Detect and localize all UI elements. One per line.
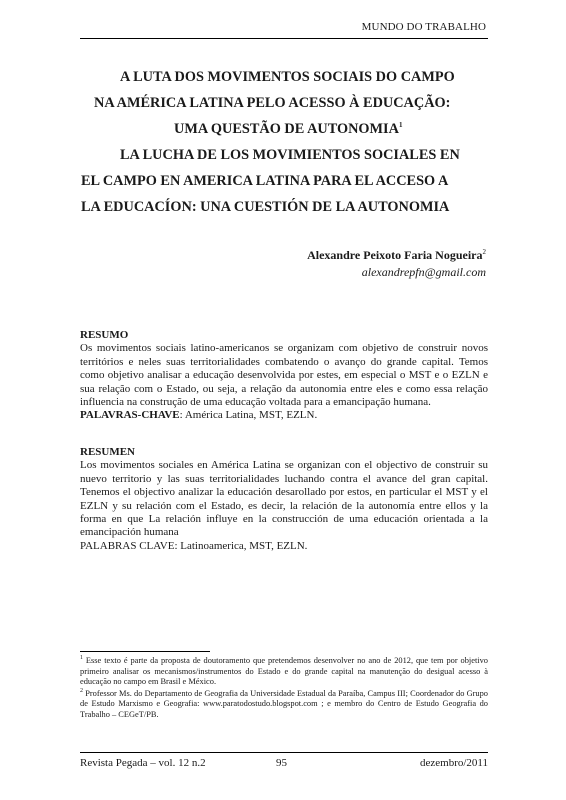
- title-line-2: NA AMÉRICA LATINA PELO ACESSO À EDUCAÇÃO:: [94, 95, 451, 111]
- footer-journal: Revista Pegada – vol. 12 n.2: [80, 757, 206, 769]
- resumo-keywords: [80, 409, 488, 422]
- article-title: [78, 64, 490, 220]
- resumo-heading: RESUMO: [80, 329, 129, 341]
- author-name: Alexandre Peixoto Faria Nogueira: [307, 248, 483, 262]
- author-footnote-ref: 2: [482, 248, 486, 256]
- title-line-3: [78, 116, 490, 142]
- footer-divider: [80, 752, 488, 753]
- title-line-5: EL CAMPO EN AMERICA LATINA PARA EL ACCESO A: [81, 173, 449, 189]
- page-footer: [80, 757, 488, 771]
- author-name-line: [307, 247, 486, 264]
- running-header: MUNDO DO TRABALHO: [361, 21, 486, 33]
- title-line-6: LA EDUCACÍON: UNA CUESTIÓN DE LA AUTONOMIA: [81, 199, 450, 215]
- resumo-keywords-label: PALAVRAS-CHAVE: [80, 409, 180, 422]
- footnote-2-text: Professor Ms. do Departamento de Geografia da Universidade Estadual da Paraíba, Campus III; Coordenador do Grupo de Estudo Marxismo e Geografia: www.paratodostudo.blogspot.com ; e membro do Centro de Estudo Geografia do Trabalho – CEGeT/PB.: [80, 688, 488, 719]
- resumen-section: [80, 446, 488, 553]
- footnote-2: [80, 689, 488, 721]
- footnote-2-number: 2: [80, 687, 83, 694]
- resumo-body: Os movimentos sociais latino-americanos se organizam com objetivo de construir novos territórios e neles suas territorialidades combatendo o avanço do grande capital. Temos como objetivo analisar a educação desenvolvida por estes, em especial o MST e o EZLN e sua relação com o Estado, ou seja, a relação da autonomia entre eles e como essa relação influencia na construção de uma educação voltada para a emancipação humana.: [80, 342, 488, 409]
- resumo-keywords-list: : América Latina, MST, EZLN.: [179, 409, 318, 422]
- footnotes: [80, 656, 488, 722]
- title-line-1: A LUTA DOS MOVIMENTOS SOCIAIS DO CAMPO: [120, 69, 455, 85]
- title-line-4: LA LUCHA DE LOS MOVIMIENTOS SOCIALES EN: [120, 147, 460, 163]
- footnote-1: [80, 656, 488, 688]
- resumen-heading: RESUMEN: [80, 446, 136, 458]
- footnote-1-number: 1: [80, 655, 83, 662]
- title-line-3-text: UMA QUESTÃO DE AUTONOMIA: [174, 121, 399, 137]
- resumen-keywords: PALABRAS CLAVE: Latinoamerica, MST, EZLN.: [80, 539, 308, 552]
- author-email: alexandrepfn@gmail.com: [361, 265, 486, 279]
- resumo-section: [80, 329, 488, 423]
- footer-date: dezembro/2011: [419, 757, 488, 769]
- footer-page-number: 95: [276, 757, 287, 769]
- resumen-body: Los movimentos sociales en América Latina se organizan con el objectivo de construir su nuevo territorio y las suas territorialidades luchando contra el avance del gran capital. Tenemos el objectivo analizar la educación desarollado por estos, en particular el MST y el EZLN y su relación com el Estado, es decir, la relación de la autonomía entre ellos y la forma en que La relación influye en la construcción de uma educación orientada a la emancipación humana: [80, 459, 488, 539]
- header-divider: [80, 38, 488, 39]
- title-footnote-ref: 1: [398, 121, 403, 130]
- footnote-1-text: Esse texto é parte da proposta de doutoramento que pretendemos desenvolver no ano de 2012, que tem por objetivo primeiro analisar os mecanismos/instrumentos do Estado e do grande capital na manutenção do desigual acesso à educação no campo em Brasil e México.: [80, 656, 488, 687]
- footnote-divider: [80, 651, 210, 652]
- author-block: [307, 247, 486, 281]
